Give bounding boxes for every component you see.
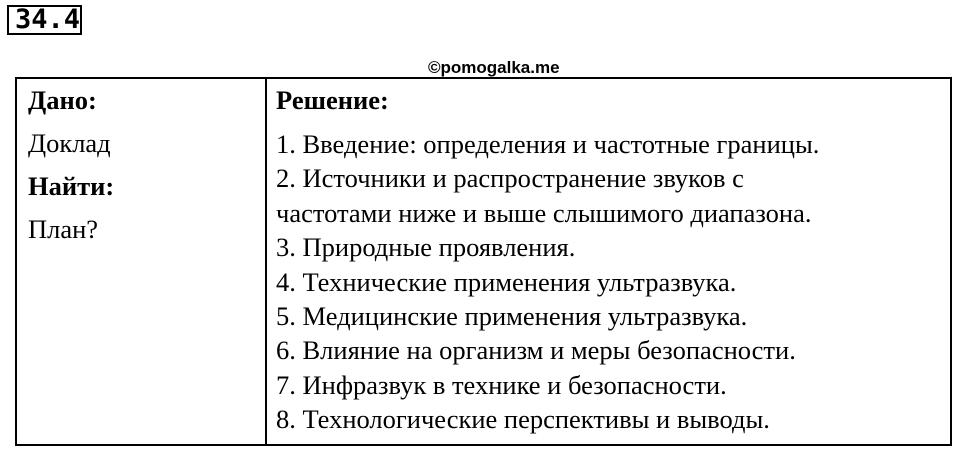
plan-line: 6. Влияние на организм и меры безопасности. (276, 335, 796, 366)
solution-table (15, 77, 952, 446)
given-column (28, 85, 258, 244)
plan-line: 7. Инфразвук в технике и безопасности. (276, 369, 727, 400)
plan-line: 8. Технологические перспективы и выводы. (276, 404, 770, 435)
problem-number: 34.4 (7, 5, 82, 35)
solution-heading: Решение: (276, 85, 389, 115)
given-heading: Дано: (28, 85, 97, 115)
plan-line: 3. Природные проявления. (276, 232, 576, 263)
plan-line: частотами ниже и выше слышимого диапазона. (276, 197, 812, 228)
find-value: План? (28, 214, 99, 244)
plan-line: 4. Технические применения ультразвука. (276, 266, 737, 297)
plan-line: 2. Источники и распространение звуков с (276, 163, 744, 194)
solution-column (276, 85, 946, 437)
plan-list (276, 127, 946, 437)
given-value: Доклад (28, 128, 111, 158)
plan-line: 1. Введение: определения и частотные границы. (276, 129, 820, 159)
find-heading: Найти: (28, 171, 115, 201)
watermark: ©pomogalka.me (428, 58, 560, 77)
column-divider (265, 79, 267, 444)
plan-line: 5. Медицинские применения ультразвука. (276, 301, 748, 332)
